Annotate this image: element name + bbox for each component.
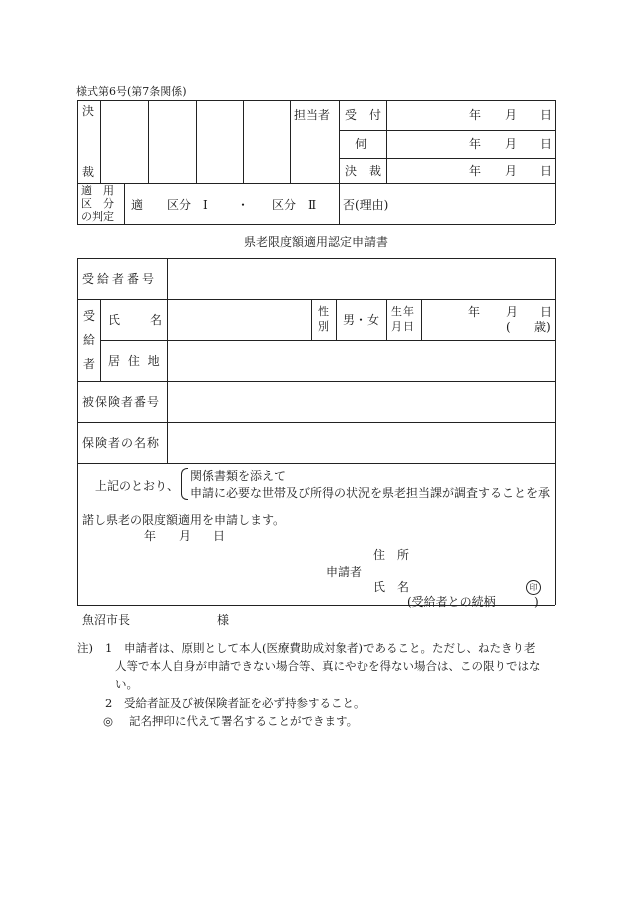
year-label: 年 [469, 137, 482, 151]
note-1-line-2: 人等で本人自身が申請できない場合等、真にやむを得ない場合は、この限りではな [115, 659, 541, 673]
jukyusha-bango-label: 受給者番号 [82, 272, 158, 286]
seinengappi-line-1: 生年 [391, 305, 415, 318]
honorific: 様 [217, 613, 230, 627]
note-2-line: 受給者証及び被保険者証を必ず持参すること。 [124, 696, 366, 710]
addressee: 魚沼市長 [82, 613, 131, 627]
hihokensha-bango-label: 被保険者番号 [82, 395, 161, 409]
declaration-lead: 上記のとおり、 [95, 479, 180, 493]
seibetsu-char-1: 性 [318, 305, 329, 318]
jukyusha-char-2: 給 [83, 333, 96, 347]
hokensha-meisho-field[interactable] [168, 423, 554, 462]
declaration-option-1[interactable]: 関係書類を添えて [190, 469, 287, 483]
tekiyo-line-2: 区 分 [81, 197, 114, 210]
birthdate-field[interactable] [422, 300, 554, 339]
hokensha-meisho-label: 保険者の名称 [82, 436, 161, 450]
note-1-line-1: 申請者は、原則として本人(医療費助成対象者)であること。ただし、ねたきり老 [124, 641, 536, 655]
month-label: 月 [505, 137, 518, 151]
tekiyo-option: 適 [131, 198, 144, 212]
day-label: 日 [540, 108, 553, 122]
note-1-number: 1 [105, 641, 113, 655]
note-3-line: 記名押印に代えて署名することができます。 [129, 714, 359, 728]
ukagai-label: 伺 [355, 137, 368, 151]
relation-close: ) [534, 595, 539, 609]
declaration-option-2[interactable]: 申請に必要な世帯及び所得の状況を県老担当課が調査することを承 [190, 486, 551, 500]
kyojuchi-field[interactable] [168, 341, 554, 380]
declaration-continuation: 諾し県老の限度額適用を申請します。 [82, 513, 286, 527]
notes-head: 注) [77, 641, 93, 655]
kubun-1-option: 区分 Ⅰ [167, 198, 208, 212]
year-label: 年 [468, 305, 481, 319]
hi-riyu-label: 否(理由) [343, 198, 389, 212]
option-brace [181, 468, 188, 500]
document-title: 県老限度額適用認定申請書 [243, 235, 389, 249]
relation-open: (受給者との続柄 [407, 595, 496, 609]
seal-mark: 印 [526, 580, 541, 595]
kessai-label-top: 決 [82, 104, 95, 118]
applicant-label: 申請者 [326, 565, 363, 579]
seinengappi-line-2: 月日 [391, 320, 415, 333]
shimei-char-2: 名 [150, 313, 163, 327]
day-label: 日 [540, 305, 553, 319]
month-label: 月 [505, 108, 518, 122]
hihokensha-bango-field[interactable] [168, 382, 554, 421]
kyojuchi-label: 居 住 地 [108, 354, 162, 368]
note-3-mark: ◎ [103, 714, 114, 728]
age-close: 歳) [534, 320, 551, 334]
day-label: 日 [540, 164, 553, 178]
jukyusha-bango-field[interactable] [168, 259, 554, 298]
kessai-row-label: 決 裁 [345, 164, 382, 178]
tantousha-label: 担当者 [294, 108, 331, 122]
month-label: 月 [506, 305, 519, 319]
year-label: 年 [469, 164, 482, 178]
option-separator: ・ [237, 198, 250, 212]
shimei-field[interactable] [168, 300, 310, 339]
applicant-name-label: 氏 名 [373, 580, 410, 594]
day-label: 日 [540, 137, 553, 151]
jukyusha-char-1: 受 [83, 309, 96, 323]
sex-options[interactable]: 男・女 [343, 313, 380, 327]
note-1-line-3: い。 [115, 677, 138, 691]
month-label: 月 [505, 164, 518, 178]
applicant-address-label: 住 所 [373, 548, 410, 562]
year-label: 年 [469, 108, 482, 122]
jukyusha-char-3: 者 [83, 357, 96, 371]
month-label: 月 [179, 529, 192, 543]
uketsuke-label: 受 付 [345, 108, 382, 122]
year-label: 年 [144, 529, 157, 543]
shimei-char-1: 氏 [108, 313, 121, 327]
age-open: ( [506, 320, 511, 334]
note-2-number: 2 [105, 696, 113, 710]
kubun-2-option: 区分 Ⅱ [272, 198, 317, 212]
kessai-label-bottom: 裁 [82, 165, 95, 179]
day-label: 日 [213, 529, 226, 543]
seibetsu-char-2: 別 [318, 320, 329, 333]
tekiyo-line-3: の判定 [81, 210, 114, 223]
form-number: 様式第6号(第7条関係) [76, 85, 187, 98]
tekiyo-line-1: 適 用 [81, 184, 114, 197]
